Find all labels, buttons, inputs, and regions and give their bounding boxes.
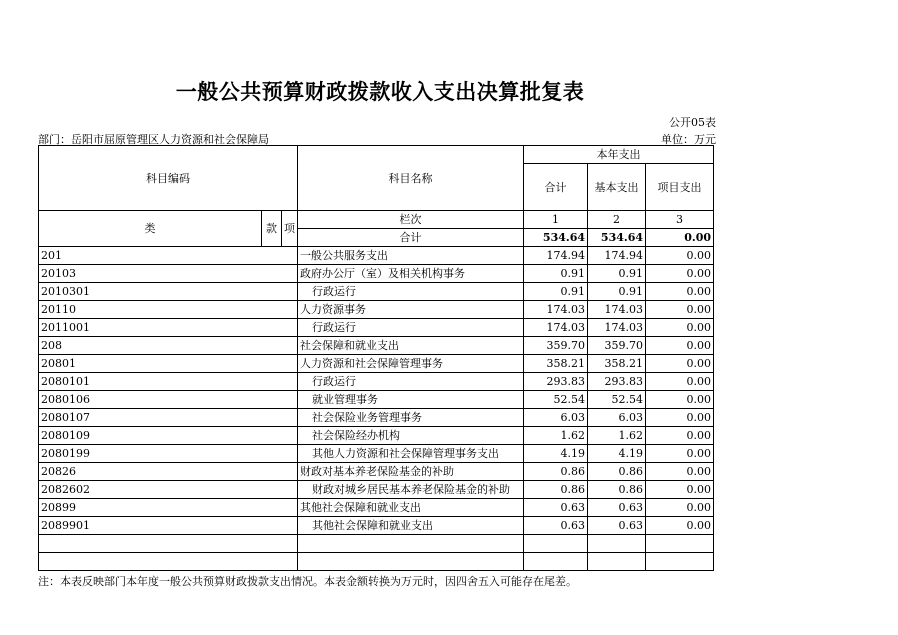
budget-table bbox=[38, 145, 714, 571]
table-row bbox=[39, 391, 714, 409]
row-project: 0.00 bbox=[646, 355, 714, 373]
row-code: 201 bbox=[39, 247, 298, 265]
row-project: 0.00 bbox=[646, 373, 714, 391]
table-row bbox=[39, 283, 714, 301]
row-basic bbox=[588, 553, 646, 571]
row-total: 0.63 bbox=[524, 499, 588, 517]
row-project: 0.00 bbox=[646, 463, 714, 481]
row-code: 2082602 bbox=[39, 481, 298, 499]
row-basic: 4.19 bbox=[588, 445, 646, 463]
table-row bbox=[39, 265, 714, 283]
row-code: 2080101 bbox=[39, 373, 298, 391]
row-project: 0.00 bbox=[646, 337, 714, 355]
row-total: 6.03 bbox=[524, 409, 588, 427]
row-name: 社会保险经办机构 bbox=[298, 427, 524, 445]
sum-basic: 534.64 bbox=[588, 229, 646, 247]
row-project: 0.00 bbox=[646, 283, 714, 301]
row-project: 0.00 bbox=[646, 301, 714, 319]
row-name: 其他社会保障和就业支出 bbox=[298, 517, 524, 535]
row-code bbox=[39, 535, 298, 553]
row-project: 0.00 bbox=[646, 427, 714, 445]
form-number: 公开05表 bbox=[669, 116, 716, 129]
row-project bbox=[646, 553, 714, 571]
row-project: 0.00 bbox=[646, 517, 714, 535]
row-name bbox=[298, 535, 524, 553]
row-total: 0.63 bbox=[524, 517, 588, 535]
row-basic bbox=[588, 535, 646, 553]
row-code bbox=[39, 553, 298, 571]
row-total: 1.62 bbox=[524, 427, 588, 445]
row-code: 2080107 bbox=[39, 409, 298, 427]
header-name: 科目名称 bbox=[298, 146, 524, 211]
row-project: 0.00 bbox=[646, 445, 714, 463]
row-code: 2080199 bbox=[39, 445, 298, 463]
row-name: 一般公共服务支出 bbox=[298, 247, 524, 265]
table-row bbox=[39, 409, 714, 427]
row-total: 174.94 bbox=[524, 247, 588, 265]
row-name: 财政对基本养老保险基金的补助 bbox=[298, 463, 524, 481]
table-row bbox=[39, 481, 714, 499]
row-total: 0.86 bbox=[524, 481, 588, 499]
table-row bbox=[39, 319, 714, 337]
footnote: 注：本表反映部门本年度一般公共预算财政拨款支出情况。本表金额转换为万元时，因四舍五入可能存在尾差。 bbox=[38, 575, 577, 588]
row-name: 行政运行 bbox=[298, 283, 524, 301]
row-total: 174.03 bbox=[524, 319, 588, 337]
row-name: 行政运行 bbox=[298, 373, 524, 391]
header-kuan: 款 bbox=[262, 211, 282, 247]
sum-total: 534.64 bbox=[524, 229, 588, 247]
table-row bbox=[39, 301, 714, 319]
row-basic: 359.70 bbox=[588, 337, 646, 355]
header-project: 项目支出 bbox=[646, 164, 714, 211]
row-code: 2011001 bbox=[39, 319, 298, 337]
table-row bbox=[39, 463, 714, 481]
row-basic: 6.03 bbox=[588, 409, 646, 427]
header-total: 合计 bbox=[524, 164, 588, 211]
header-lanci: 栏次 bbox=[298, 211, 524, 229]
table-row bbox=[39, 355, 714, 373]
table-row bbox=[39, 517, 714, 535]
row-code: 208 bbox=[39, 337, 298, 355]
row-name: 社会保障和就业支出 bbox=[298, 337, 524, 355]
row-code: 2089901 bbox=[39, 517, 298, 535]
unit-label: 单位：万元 bbox=[661, 133, 716, 146]
row-project: 0.00 bbox=[646, 265, 714, 283]
row-name: 其他人力资源和社会保障管理事务支出 bbox=[298, 445, 524, 463]
row-code: 2080106 bbox=[39, 391, 298, 409]
table-row bbox=[39, 553, 714, 571]
row-basic: 174.94 bbox=[588, 247, 646, 265]
header-xiang: 项 bbox=[282, 211, 298, 247]
table-row bbox=[39, 499, 714, 517]
row-name: 行政运行 bbox=[298, 319, 524, 337]
col-number-3: 3 bbox=[646, 211, 714, 229]
header-lei: 类 bbox=[39, 211, 262, 247]
col-number-1: 1 bbox=[524, 211, 588, 229]
row-project: 0.00 bbox=[646, 481, 714, 499]
header-current-year: 本年支出 bbox=[524, 146, 714, 164]
row-name: 政府办公厅（室）及相关机构事务 bbox=[298, 265, 524, 283]
header-basic: 基本支出 bbox=[588, 164, 646, 211]
table-row bbox=[39, 535, 714, 553]
row-project: 0.00 bbox=[646, 391, 714, 409]
row-basic: 1.62 bbox=[588, 427, 646, 445]
row-project: 0.00 bbox=[646, 409, 714, 427]
row-basic: 0.63 bbox=[588, 499, 646, 517]
row-total: 0.91 bbox=[524, 265, 588, 283]
row-project: 0.00 bbox=[646, 499, 714, 517]
row-total: 52.54 bbox=[524, 391, 588, 409]
table-row bbox=[39, 247, 714, 265]
row-basic: 358.21 bbox=[588, 355, 646, 373]
row-name: 其他社会保障和就业支出 bbox=[298, 499, 524, 517]
row-basic: 0.91 bbox=[588, 265, 646, 283]
row-total: 293.83 bbox=[524, 373, 588, 391]
row-basic: 0.63 bbox=[588, 517, 646, 535]
table-row bbox=[39, 445, 714, 463]
row-total bbox=[524, 535, 588, 553]
row-total bbox=[524, 553, 588, 571]
row-name: 人力资源和社会保障管理事务 bbox=[298, 355, 524, 373]
table-row bbox=[39, 337, 714, 355]
row-name: 社会保险业务管理事务 bbox=[298, 409, 524, 427]
col-number-2: 2 bbox=[588, 211, 646, 229]
row-total: 358.21 bbox=[524, 355, 588, 373]
report-title: 一般公共预算财政拨款收入支出决算批复表 bbox=[175, 79, 585, 104]
sum-label: 合计 bbox=[298, 229, 524, 247]
row-code: 20103 bbox=[39, 265, 298, 283]
row-project: 0.00 bbox=[646, 319, 714, 337]
header-code: 科目编码 bbox=[39, 146, 298, 211]
row-basic: 174.03 bbox=[588, 301, 646, 319]
table-row bbox=[39, 373, 714, 391]
row-total: 0.91 bbox=[524, 283, 588, 301]
sum-project: 0.00 bbox=[646, 229, 714, 247]
row-code: 2080109 bbox=[39, 427, 298, 445]
row-basic: 293.83 bbox=[588, 373, 646, 391]
row-code: 2010301 bbox=[39, 283, 298, 301]
row-basic: 174.03 bbox=[588, 319, 646, 337]
row-code: 20899 bbox=[39, 499, 298, 517]
row-project bbox=[646, 535, 714, 553]
row-basic: 52.54 bbox=[588, 391, 646, 409]
row-name: 就业管理事务 bbox=[298, 391, 524, 409]
row-name: 财政对城乡居民基本养老保险基金的补助 bbox=[298, 481, 524, 499]
row-name: 人力资源事务 bbox=[298, 301, 524, 319]
row-code: 20826 bbox=[39, 463, 298, 481]
table-row bbox=[39, 427, 714, 445]
row-basic: 0.86 bbox=[588, 463, 646, 481]
row-basic: 0.91 bbox=[588, 283, 646, 301]
row-name bbox=[298, 553, 524, 571]
row-total: 359.70 bbox=[524, 337, 588, 355]
row-total: 4.19 bbox=[524, 445, 588, 463]
row-total: 0.86 bbox=[524, 463, 588, 481]
department-label: 部门：岳阳市屈原管理区人力资源和社会保障局 bbox=[38, 133, 269, 146]
row-project: 0.00 bbox=[646, 247, 714, 265]
row-code: 20801 bbox=[39, 355, 298, 373]
row-code: 20110 bbox=[39, 301, 298, 319]
row-basic: 0.86 bbox=[588, 481, 646, 499]
row-total: 174.03 bbox=[524, 301, 588, 319]
